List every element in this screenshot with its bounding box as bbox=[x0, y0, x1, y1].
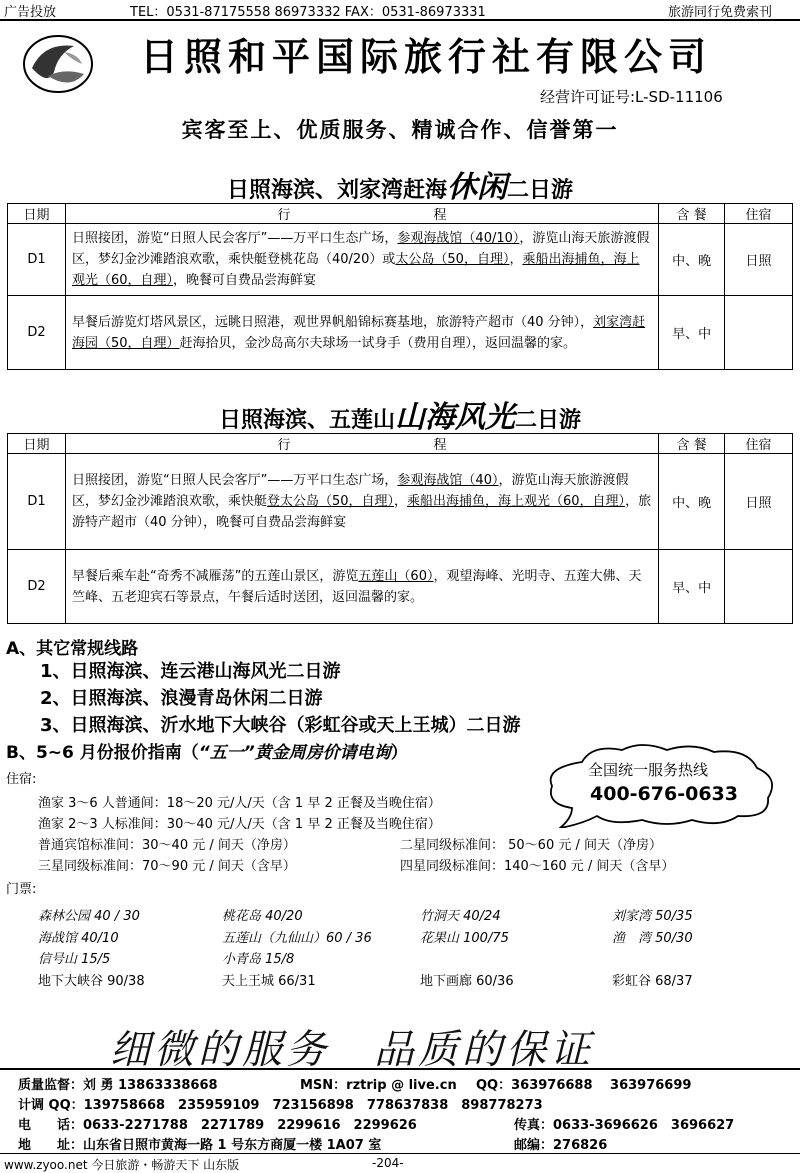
lodging-label: 住宿: bbox=[6, 772, 37, 787]
pricing-heading-end: ） bbox=[390, 743, 408, 763]
page-number: -204- bbox=[372, 1156, 404, 1170]
contact-line: TEL：0531-87175558 86973332 FAX：0531-86973331 bbox=[130, 5, 486, 20]
footer bbox=[0, 1068, 800, 1154]
stay-cell: 日照 bbox=[725, 224, 793, 296]
text-span: 登太公岛（50，自理） bbox=[266, 494, 394, 509]
lodging-item: 三星同级标准间：70～90 元 / 间天（含早） bbox=[38, 859, 296, 874]
text-span: 日照接团，游览“日照人民会客厅”——万平口生态广场， bbox=[71, 473, 398, 488]
itinerary-cell bbox=[65, 550, 658, 624]
postcode-line: 邮编：276826 bbox=[514, 1138, 608, 1153]
meals-cell: 早、中 bbox=[659, 550, 725, 624]
company-name: 日照和平国际旅行社有限公司 bbox=[140, 34, 713, 79]
text-span: ，旅游特产超市（40 分钟），晚餐可自费品尝海鲜宴 bbox=[71, 494, 652, 530]
itinerary-cell bbox=[65, 296, 658, 370]
col-stay: 住宿 bbox=[725, 434, 793, 454]
day-cell: D1 bbox=[8, 454, 66, 550]
supervise-line: 质量监督：刘 勇 13863338668 bbox=[18, 1078, 218, 1093]
ticket-item: 刘家湾 50/35 bbox=[612, 909, 693, 924]
pricing-heading bbox=[6, 738, 408, 763]
stay-cell: 日照 bbox=[725, 454, 793, 550]
col-itinerary: 行 程 bbox=[65, 434, 658, 454]
tour2-table bbox=[7, 433, 793, 624]
ticket-item: 五莲山（九仙山）60 / 36 bbox=[222, 931, 372, 946]
ticket-item: 天上王城 66/31 bbox=[222, 974, 316, 989]
tour1-title-suffix: 二日游 bbox=[507, 178, 574, 203]
day-cell: D2 bbox=[8, 550, 66, 624]
text-span: ， bbox=[509, 252, 523, 267]
table-row bbox=[8, 224, 793, 296]
top-bar bbox=[0, 0, 800, 21]
dispatch-qq-line: 计调 QQ：139758668 235959109 723156898 778637838 898778273 bbox=[18, 1098, 543, 1113]
text-span: ， bbox=[394, 494, 408, 509]
route-item: 3、日照海滨、沂水地下大峡谷（彩虹谷或天上王城）二日游 bbox=[40, 715, 521, 736]
tour2-title-suffix: 二日游 bbox=[515, 408, 582, 433]
table-header-row bbox=[8, 434, 793, 454]
col-meals: 含 餐 bbox=[659, 204, 725, 224]
address-line: 地 址：山东省日照市黄海一路 1 号东方商厦一楼 1A07 室 bbox=[18, 1138, 382, 1153]
lodging-item: 渔家 3～6 人普通间：18～20 元/人/天（含 1 早 2 正餐及当晚住宿） bbox=[38, 796, 441, 811]
table-row bbox=[8, 296, 793, 370]
route-item: 2、日照海滨、浪漫青岛休闲二日游 bbox=[40, 688, 323, 709]
bottom-bar bbox=[0, 1153, 800, 1172]
hotline-label: 全国统一服务热线 bbox=[588, 761, 709, 779]
text-span: 早餐后游览灯塔风景区，远眺日照港，观世界帆船锦标赛基地，旅游特产超市（40 分钟）， bbox=[71, 314, 594, 330]
tour2-title bbox=[0, 392, 800, 436]
col-date: 日期 bbox=[8, 204, 66, 224]
ticket-item: 信号山 15/5 bbox=[38, 952, 111, 967]
fax-line: 传真：0633-3696626 3696627 bbox=[514, 1118, 735, 1133]
itinerary-cell bbox=[65, 454, 658, 550]
ticket-item: 小青岛 15/8 bbox=[222, 952, 295, 967]
day-cell: D1 bbox=[8, 224, 66, 296]
text-span: ，游览山海天旅游渡假区，梦幻金沙滩踏浪欢歌，乘快艇 bbox=[71, 473, 629, 509]
col-date: 日期 bbox=[8, 434, 66, 454]
other-routes-heading: A、其它常规线路 bbox=[6, 639, 139, 659]
company-logo-icon bbox=[18, 28, 98, 98]
slogan: 宾客至上、优质服务、精诚合作、信誉第一 bbox=[181, 118, 619, 142]
lodging-item: 普通宾馆标准间：30～40 元 / 间天（净房） bbox=[38, 838, 296, 853]
pricing-heading-part: B、5~6 月份报价指南（ bbox=[6, 743, 199, 763]
qq-line: QQ：363976688 363976699 bbox=[476, 1078, 692, 1093]
meals-cell: 中、晚 bbox=[659, 454, 725, 550]
pricing-heading-note: “五一”黄金周房价请电询 bbox=[198, 743, 391, 763]
text-span: 早餐后乘车赴“奇秀不减雁荡”的五莲山景区，游览 bbox=[71, 568, 359, 584]
msn-line: MSN：rztrip @ live.cn bbox=[300, 1078, 457, 1093]
meals-cell: 中、晚 bbox=[659, 224, 725, 296]
site-line: www.zyoo.net 今日旅游・畅游天下 山东版 bbox=[4, 1158, 240, 1172]
route-item: 1、日照海滨、连云港山海风光二日游 bbox=[40, 661, 341, 682]
col-stay: 住宿 bbox=[725, 204, 793, 224]
phone-line: 电 话：0633-2271788 2271789 2299616 2299626 bbox=[18, 1118, 417, 1133]
ticket-item: 地下大峡谷 90/38 bbox=[38, 974, 145, 989]
col-itinerary: 行 程 bbox=[65, 204, 658, 224]
meals-cell: 早、中 bbox=[659, 296, 725, 370]
tickets-label: 门票: bbox=[6, 882, 37, 897]
text-span: ，游览山海天旅游渡假区，梦幻金沙滩踏浪欢歌，乘快艇登桃花岛（40/20）或 bbox=[71, 231, 650, 267]
stay-cell bbox=[725, 296, 793, 370]
ticket-item: 彩虹谷 68/37 bbox=[612, 974, 693, 989]
index-label: 旅游同行免费索刊 bbox=[668, 5, 773, 20]
ticket-item: 花果山 100/75 bbox=[420, 931, 509, 946]
tour1-title bbox=[0, 162, 800, 206]
table-header-row bbox=[8, 204, 793, 224]
text-span: 参观海战馆（40） bbox=[397, 473, 499, 488]
text-span: 赶海拾贝，金沙岛高尔夫球场一试身手（费用自理），返回温馨的家。 bbox=[179, 335, 576, 351]
ad-label: 广告投放 bbox=[4, 5, 57, 20]
calligraphy-slogan: 细微的服务 品质的保证 bbox=[110, 1027, 594, 1073]
text-span: 太公岛（50，自理） bbox=[395, 252, 510, 267]
tour1-title-part: 日照海滨、刘家湾赶海 bbox=[226, 178, 447, 203]
ticket-item: 森林公园 40 / 30 bbox=[38, 909, 140, 924]
itinerary-cell bbox=[65, 224, 658, 296]
table-row bbox=[8, 550, 793, 624]
text-span: ，晚餐可自费品尝海鲜宴 bbox=[172, 273, 316, 288]
ticket-item: 桃花岛 40/20 bbox=[222, 909, 303, 924]
text-span: 乘船出海捕鱼，海上观光（60，自理） bbox=[407, 494, 626, 509]
text-span: 五莲山（60） bbox=[358, 568, 434, 584]
text-span: 刘家湾赶海园（50，自理） bbox=[71, 314, 646, 351]
tour1-table bbox=[7, 203, 793, 370]
stay-cell bbox=[725, 550, 793, 624]
text-span: ，观望海峰、光明寺、五莲大佛、天竺峰、五老迎宾石等景点，午餐后适时送团，返回温馨的家。 bbox=[71, 568, 642, 605]
tour2-title-part: 日照海滨、五莲山 bbox=[218, 408, 395, 433]
ticket-item: 地下画廊 60/36 bbox=[420, 974, 514, 989]
ticket-item: 竹洞天 40/24 bbox=[420, 909, 501, 924]
hotline-number: 400-676-0633 bbox=[590, 783, 738, 805]
license-number: 经营许可证号:L-SD-11106 bbox=[540, 88, 723, 106]
text-span: 参观海战馆（40/10） bbox=[397, 231, 520, 246]
lodging-item: 四星同级标准间：140～160 元 / 间天（含早） bbox=[400, 859, 675, 874]
text-span: 乘船出海捕鱼，海上观光（60，自理） bbox=[71, 252, 640, 288]
day-cell: D2 bbox=[8, 296, 66, 370]
tour2-title-highlight: 山海风光 bbox=[395, 400, 515, 435]
ticket-item: 海战馆 40/10 bbox=[38, 931, 119, 946]
text-span: 日照接团，游览“日照人民会客厅”——万平口生态广场， bbox=[71, 231, 398, 246]
ticket-item: 渔 湾 50/30 bbox=[612, 931, 693, 946]
tour1-title-highlight: 休闲 bbox=[447, 170, 507, 205]
col-meals: 含 餐 bbox=[659, 434, 725, 454]
lodging-item: 渔家 2～3 人标准间：30～40 元/人/天（含 1 早 2 正餐及当晚住宿） bbox=[38, 817, 441, 832]
table-row bbox=[8, 454, 793, 550]
lodging-item: 二星同级标准间： 50～60 元 / 间天（净房） bbox=[400, 838, 662, 853]
